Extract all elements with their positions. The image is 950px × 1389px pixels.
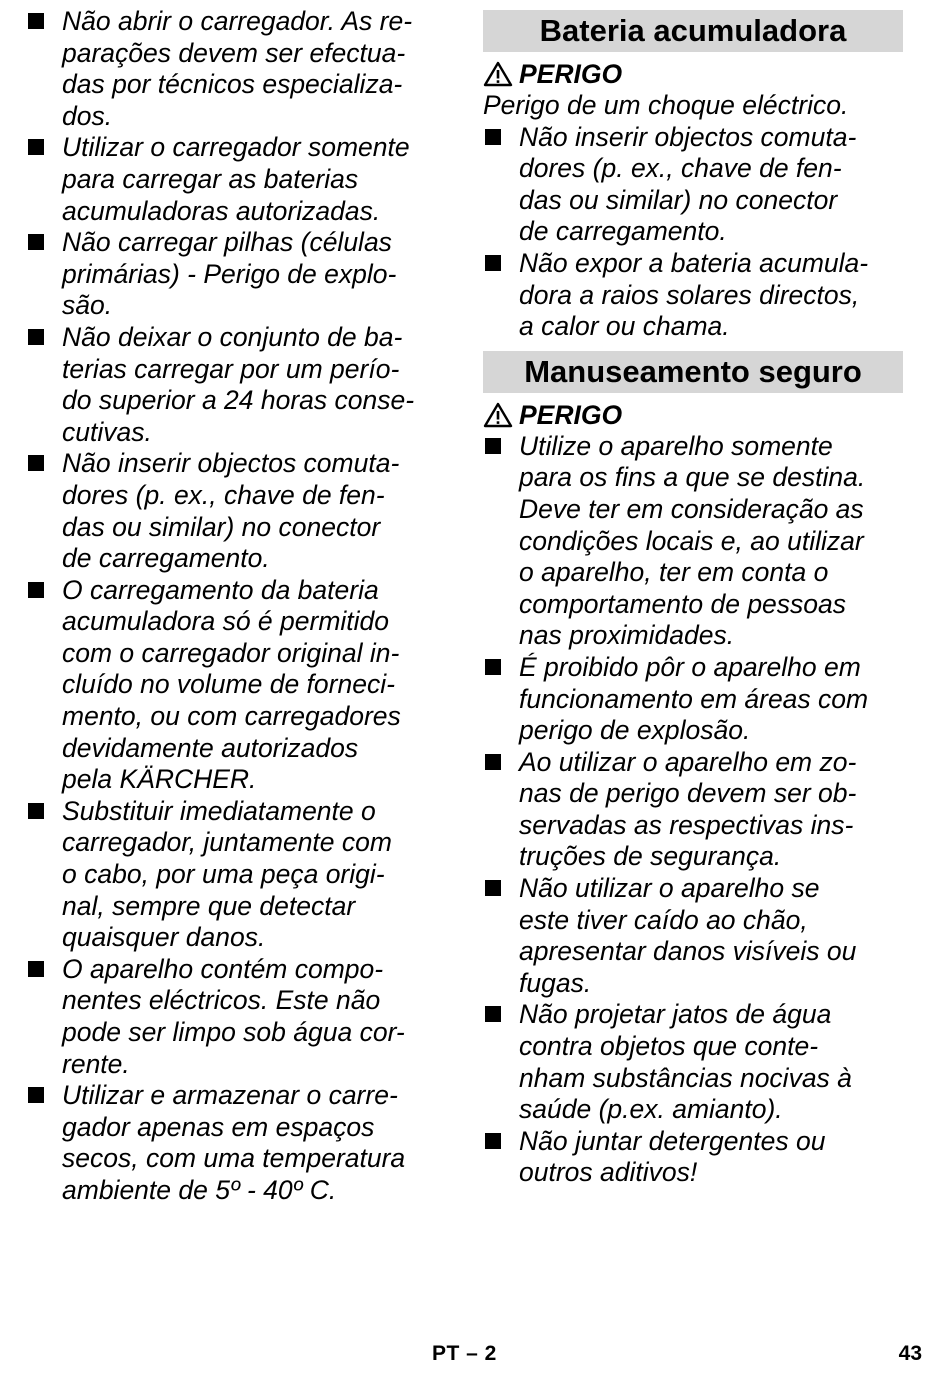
list-item-text: Não inserir objectos comuta- dores (p. ex., chave de fen- das ou similar) no conector de carregamento. bbox=[519, 121, 857, 247]
danger-label bbox=[483, 58, 903, 90]
right-column bbox=[483, 6, 903, 1189]
square-bullet-icon bbox=[485, 129, 501, 145]
square-bullet-icon bbox=[28, 329, 44, 345]
list-item-text: Não deixar o conjunto de ba- terias carregar por um perío- do superior a 24 horas conse- cutivas. bbox=[62, 321, 415, 447]
section-heading-handling: Manuseamento seguro bbox=[483, 351, 903, 393]
warning-triangle-icon bbox=[483, 61, 513, 87]
list-item-text: Não expor a bateria acumula- dora a raios solares directos, a calor ou chama. bbox=[519, 247, 869, 342]
square-bullet-icon bbox=[485, 754, 501, 770]
left-column bbox=[26, 6, 451, 1207]
list-item-text: O aparelho contém compo- nentes eléctricos. Este não pode ser limpo sob água cor- rente. bbox=[62, 953, 405, 1079]
square-bullet-icon bbox=[28, 1087, 44, 1103]
square-bullet-icon bbox=[28, 13, 44, 29]
list-item bbox=[26, 322, 451, 448]
list-item bbox=[26, 796, 451, 954]
charger-safety-list bbox=[26, 6, 451, 1207]
square-bullet-icon bbox=[28, 582, 44, 598]
footer-page-number: 43 bbox=[898, 1342, 922, 1365]
square-bullet-icon bbox=[485, 1006, 501, 1022]
square-bullet-icon bbox=[28, 234, 44, 250]
list-item bbox=[483, 122, 903, 248]
list-item-text: Não abrir o carregador. As re- parações devem ser efectua- das por técnicos especializa- dos. bbox=[62, 6, 413, 131]
list-item-text: Ao utilizar o aparelho em zo- nas de perigo devem ser ob- servadas as respectivas ins- truções de segurança. bbox=[519, 746, 857, 872]
danger-description: Perigo de um choque eléctrico. bbox=[483, 90, 849, 120]
list-item bbox=[26, 1080, 451, 1206]
handling-safety-list bbox=[483, 431, 903, 1189]
list-item-text: Não projetar jatos de água contra objetos que conte- nham substâncias nocivas à saúde (p.ex. amianto). bbox=[519, 999, 852, 1125]
square-bullet-icon bbox=[28, 139, 44, 155]
square-bullet-icon bbox=[485, 255, 501, 271]
danger-label bbox=[483, 399, 903, 431]
list-item bbox=[483, 431, 903, 652]
list-item bbox=[483, 1126, 903, 1189]
list-item bbox=[483, 747, 903, 873]
section-heading-battery: Bateria acumuladora bbox=[483, 10, 903, 52]
danger-label-text: PERIGO bbox=[519, 59, 623, 89]
list-item-text: Não utilizar o aparelho se este tiver caído ao chão, apresentar danos visíveis ou fugas. bbox=[519, 873, 857, 998]
square-bullet-icon bbox=[28, 803, 44, 819]
list-item-text: Utilizar e armazenar o carre- gador apenas em espaços secos, com uma temperatura ambiente de 5º - 40º C. bbox=[62, 1080, 406, 1205]
list-item bbox=[483, 873, 903, 999]
list-item-text: O carregamento da bateria acumuladora só é permitido com o carregador original in- cluído no volume de forneci- mento, ou com carregadores devidamente autorizados pela KÄRCHER. bbox=[62, 574, 401, 795]
square-bullet-icon bbox=[28, 961, 44, 977]
list-item bbox=[26, 448, 451, 574]
list-item bbox=[26, 954, 451, 1080]
list-item-text: Utilizar o carregador somente para carregar as baterias acumuladoras autorizadas. bbox=[62, 132, 410, 226]
list-item bbox=[483, 248, 903, 343]
square-bullet-icon bbox=[485, 659, 501, 675]
square-bullet-icon bbox=[485, 438, 501, 454]
list-item bbox=[26, 227, 451, 322]
list-item-text: Substituir imediatamente o carregador, juntamente com o cabo, por uma peça origi- nal, sempre que detectar quaisquer danos. bbox=[62, 795, 392, 953]
footer-language-page: PT – 2 bbox=[432, 1342, 497, 1365]
list-item bbox=[26, 575, 451, 796]
warning-triangle-icon bbox=[483, 402, 513, 428]
list-item-text: Não juntar detergentes ou outros aditivos! bbox=[519, 1125, 826, 1188]
list-item-text: Não inserir objectos comuta- dores (p. ex., chave de fen- das ou similar) no conector de carregamento. bbox=[62, 448, 400, 574]
square-bullet-icon bbox=[485, 1133, 501, 1149]
list-item bbox=[483, 652, 903, 747]
battery-safety-list bbox=[483, 122, 903, 343]
square-bullet-icon bbox=[28, 455, 44, 471]
list-item-text: É proibido pôr o aparelho em funcionamento em áreas com perigo de explosão. bbox=[519, 651, 869, 746]
list-item-text: Não carregar pilhas (células primárias) - Perigo de explo- são. bbox=[62, 227, 397, 321]
danger-label-text: PERIGO bbox=[519, 399, 623, 430]
square-bullet-icon bbox=[485, 880, 501, 896]
list-item bbox=[26, 6, 451, 132]
list-item-text: Utilize o aparelho somente para os fins a que se destina. Deve ter em consideração as condições locais e, ao utilizar o aparelho, ter em conta o comportamento de pessoas nas proximidades. bbox=[519, 430, 866, 651]
list-item bbox=[483, 999, 903, 1125]
list-item bbox=[26, 132, 451, 227]
